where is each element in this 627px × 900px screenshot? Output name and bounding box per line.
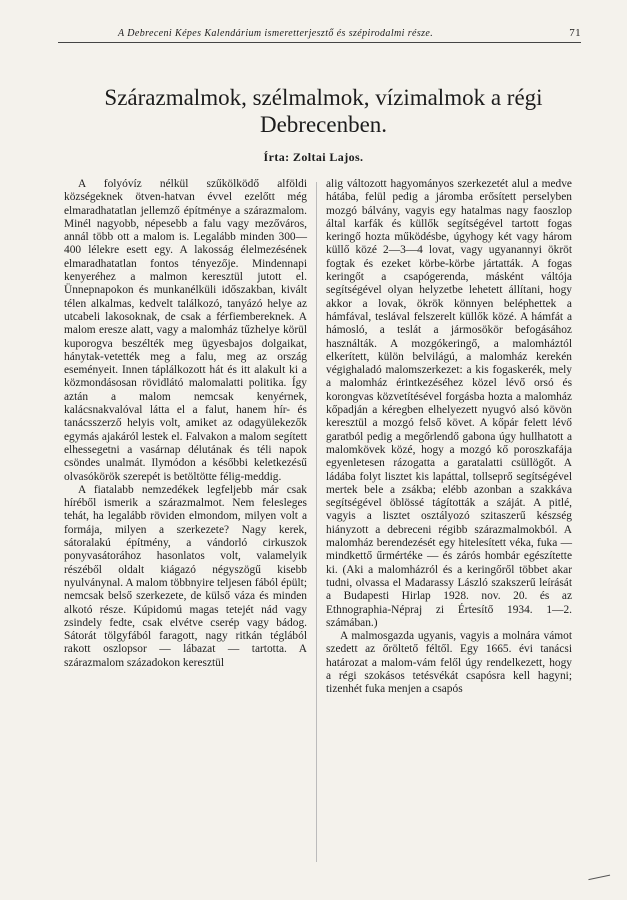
article-title: [70, 84, 577, 138]
running-title: A Debreceni Képes Kalendárium ismeretterjesztő és szépirodalmi része.: [118, 28, 434, 39]
running-header: [58, 26, 581, 42]
article-title-line-2: Debrecenben.: [259, 112, 388, 137]
right-paragraph-2: A malmosgazda ugyanis, vagyis a molnára vámot szedett az őröltető féltől. Egy 1665. évi tanácsi határozat a malom-vám felől úgy rendelkezett, hogy a régi szokásos tetésvékát csapósra kell hagyni; tizenhét fuka menjen a csapós: [326, 630, 572, 696]
left-paragraph-1: A folyóvíz nélkül szűkölködő alföldi községeknek ötven-hatvan évvel ezelőtt még elmaradhatatlan jellemző építménye a szárazmalom. Minél nagyobb, népesebb a falu vagy mezőváros, annál több ott a malom is. Legalább minden 300—400 lélekre esett egy. A lakosság élelmezésének elmaradhatatlan fontos tényezője. Mindennapi kenyeréhez a malmon keresztül jutott el. Ünnepnapokon és munkanélküli időszakban, kivált télen alkalmas, kedvelt találkozó, tanyázó helye az utcabeli lakosoknak, de csak a férfiembereknek. A malom eresze alatt, vagy a malomház tűzhelye körül kuporogva beszélték meg ügyesbajos dolgaikat, hánytak-vetették meg a falu, meg az ország eseményeit. Innen táplálkozott hát és itt alakult ki a közmondásosan rövidlátó malomalatti politika. Így aztán a malom nemcsak kenyérnek, kalácsnakvalóval látta el a falut, hanem hír- és tanácsszerző helyis volt, amiket az odagyülekezők egymás ajakáról lestek el. Falvakon a malom segített elhessegetni a vasárnap délutának és téli napok csöndes unalmát. Ilymódon a későbbi keletkezésű olvasókörök szerepét is betöltötte félig-meddig.: [64, 178, 307, 483]
article-byline: Írta: Zoltai Lajos.: [263, 150, 364, 164]
header-rule: [58, 42, 581, 43]
right-paragraph-1: alig változott hagyományos szerkezetét alul a medve hátába, felül pedig a járomba erősített perselyben mozgó bálvány, vagyis egy hatalmas nagy faoszlop által karfák és küllők segítségével tartott fogas keringő hozta működésbe, úgyhogy két vagy három küllő közé 2—3—4 lovat, vagy ugyanannyi ökröt fogtak és ezeket körbe-körbe jártatták. A fogas keringőt a csapógerenda, másként váltója segítségével olyan helyzetbe lehetett állítani, hogy akkor a lovak, ökrök könnyen beléphettek a hámfával, teslával felszerelt küllők közé. A hámfát a hámosló, a teslát a jármosökör befogásához használták. A mozgókeringő, a malomháztól elkerített, külön belvilágú, a malomház kerekén végighaladó malomszerkezet: a kis fogaskerék, mely a malomház érintkezéséhez közel lévő orsó és korongvas közvetítésével forgásba hozta a malomház kőpadján a kéregben elhelyezett nyugvó alsó kövön keresztül a mozgó felső követ. A kőpár felett lévő garatból pedig a megőrlendő gabona úgy hullhatott a malomkövek közé, hogy a mozgó kő poroszkafája egyenletesen rázogatta a garatalatti csüllögőt. A ládába folyt lisztet kis lapáttal, tollseprő segítségével mertek bele a zsákba; elébb azonban a szakkáva segítségével öblössé tágították a száját. A pitlé, vagyis a lisztet osztályozó szitaszerű készség hiányzott a debreceni régibb szárazmalmokból. A malomház berendezését egy hitelesített véka, fuka — mindkettő űrmértéke — és zárós hombár egészítette ki. (Aki a malomházról és a keringőről többet akar tudni, olvassa el Madarassy László szakszerű leírását a Budapesti Hirlap 1928. nov. 20. és az Ethnographia-Népraj zi Értesítő 1934. 1—2. számában.): [326, 178, 572, 629]
page-number: 71: [569, 27, 581, 39]
left-column: [64, 178, 307, 670]
left-paragraph-2: A fiatalabb nemzedékek legfeljebb már csak híréből ismerik a szárazmalmot. Nem felesleges tehát, ha legalább röviden elmondom, milyen volt a formája, milyen a szerkezete? Nagy kerek, sátoralakú építmény, a vándorló cirkuszok ponyvasátorához hasonlatos volt, valamelyik részéből oldalt kiágazó négyszögű kisebb nyulványnal. A malom többnyire teljesen fából épült; nemcsak belső szerkezete, de külső váza és minden alkotó része. Kúpidomú magas tetejét nád vagy zsindely fedte, csak elvétve cserép vagy bádog. Sátorát tölgyfából faragott, nagy ritkán téglából rakott oszlopsor — lábazat — tartotta. A szárazmalom századokon keresztül: [64, 483, 307, 669]
article-title-line-1: Szárazmalmok, szélmalmok, vízimalmok a régi: [104, 85, 543, 110]
pen-mark: [586, 863, 610, 880]
column-divider: [316, 182, 317, 862]
right-column: [326, 178, 572, 697]
